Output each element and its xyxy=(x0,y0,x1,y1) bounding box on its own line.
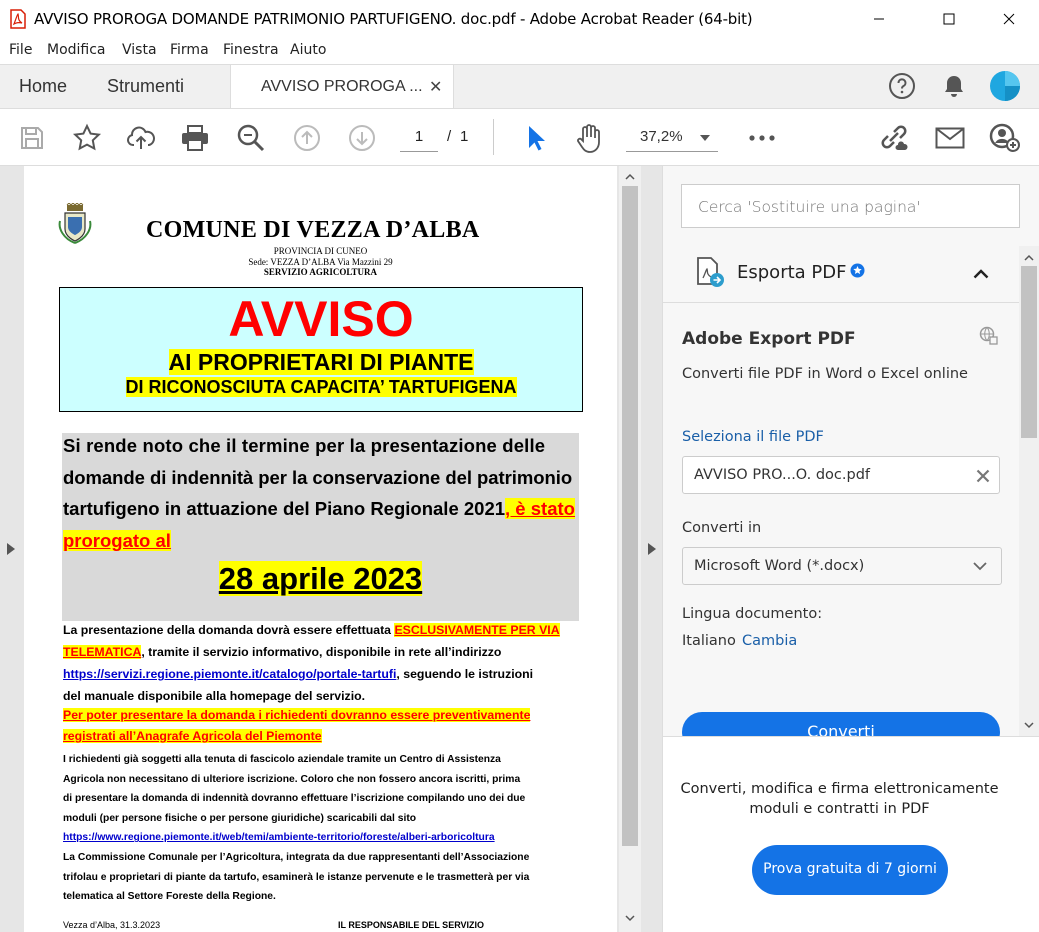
export-pdf-header[interactable] xyxy=(663,246,1019,302)
panel-scroll-up-icon[interactable] xyxy=(1024,254,1034,261)
page-number-input[interactable]: 1 xyxy=(400,124,438,152)
paragraph-1: La presentazione della domanda dovrà essere effettuata ESCLUSIVAMENTE PER VIA TELEMATICA, tramite il servizio informativo, disponibile in rete all’indirizzo https://servizi.regione.piemonte.it/catalogo/portale-tartufi, seguendo le istruzioni del manuale disponibile alla homepage del servizio. xyxy=(63,623,560,703)
cloud-upload-icon[interactable] xyxy=(124,121,158,155)
notice-line-2: domande di indennità per la conservazione del patrimonio xyxy=(63,467,573,488)
address-line: Sede: VEZZA D’ALBA Via Mazzini 29 xyxy=(248,257,393,267)
pdf-page xyxy=(24,166,617,932)
notice-block xyxy=(62,433,579,621)
tool-search-input[interactable]: Cerca 'Sostituire una pagina' xyxy=(681,184,1020,228)
panel-scroll-down-icon[interactable] xyxy=(1024,722,1034,729)
collapse-chevron-up-icon[interactable] xyxy=(973,266,989,284)
municipality-title: COMUNE DI VEZZA D’ALBA xyxy=(146,217,480,243)
notifications-bell-icon[interactable] xyxy=(941,73,967,104)
zoom-select[interactable] xyxy=(626,124,718,152)
deadline-date: 28 aprile 2023 xyxy=(218,561,423,596)
avviso-subtitle-2: DI RICONOSCIUTA CAPACITA’ TARTUFIGENA xyxy=(125,377,517,397)
help-icon[interactable] xyxy=(888,72,916,105)
convert-to-label: Converti in xyxy=(682,520,762,536)
window-title: AVVISO PROROGA DOMANDE PATRIMONIO PARTUFIGENO. doc.pdf - Adobe Acrobat Reader (64-bit) xyxy=(34,10,753,28)
paragraph-2: Per poter presentare la domanda i richiedenti dovranno essere preventivamente registrati all’Anagrafe Agricola del Piemonte xyxy=(63,708,531,743)
tab-home[interactable]: Home xyxy=(19,76,68,96)
avviso-heading: AVVISO xyxy=(228,291,414,347)
menu-firma[interactable]: Firma xyxy=(170,42,209,58)
tools-pane xyxy=(662,166,1039,932)
tab-document-label: AVVISO PROROGA ... xyxy=(261,78,423,95)
email-icon[interactable] xyxy=(933,121,967,155)
change-language-link[interactable]: Cambia xyxy=(742,633,798,649)
language-label: Lingua documento: xyxy=(682,606,823,622)
close-window-button[interactable] xyxy=(986,0,1032,38)
promo-line-1: Converti, modifica e firma elettronicamente xyxy=(680,781,999,797)
avviso-subtitle-1: AI PROPRIETARI DI PIANTE xyxy=(168,349,474,375)
service-line: SERVIZIO AGRICOLTURA xyxy=(263,267,378,277)
zoom-value: 37,2% xyxy=(640,128,683,145)
previous-page-icon[interactable] xyxy=(290,121,324,155)
avviso-box xyxy=(59,287,583,412)
zoom-search-icon[interactable] xyxy=(234,121,268,155)
scrollbar-thumb[interactable] xyxy=(622,186,638,846)
print-icon[interactable] xyxy=(178,121,212,155)
export-service-title: Adobe Export PDF xyxy=(682,329,856,349)
municipal-crest-logo xyxy=(58,203,92,247)
chevron-down-icon xyxy=(700,134,710,142)
save-icon[interactable] xyxy=(15,121,49,155)
maximize-button[interactable] xyxy=(926,0,972,38)
menu-bar xyxy=(0,38,1039,64)
title-bar xyxy=(0,0,1039,38)
add-user-icon[interactable] xyxy=(988,121,1022,155)
web-service-icon[interactable] xyxy=(979,326,999,351)
menu-finestra[interactable]: Finestra xyxy=(223,42,279,58)
menu-file[interactable]: File xyxy=(9,42,33,58)
right-panel-toggle-icon[interactable] xyxy=(648,542,656,560)
toolbar-divider xyxy=(493,119,494,155)
menu-vista[interactable]: Vista xyxy=(122,42,157,58)
convert-button[interactable]: Converti xyxy=(682,712,1000,736)
page-total: 1 xyxy=(460,128,469,145)
next-page-icon[interactable] xyxy=(345,121,379,155)
signature-place-date: Vezza d’Alba, 31.3.2023 xyxy=(63,920,161,930)
panel-divider xyxy=(663,302,1019,303)
language-value: Italiano xyxy=(682,633,736,649)
close-tab-icon[interactable]: ✕ xyxy=(429,79,443,96)
menu-modifica[interactable]: Modifica xyxy=(47,42,106,58)
select-file-label[interactable]: Seleziona il file PDF xyxy=(682,429,824,445)
bookmark-star-icon[interactable] xyxy=(70,121,104,155)
scroll-down-icon[interactable] xyxy=(625,915,635,922)
left-panel-toggle-icon[interactable] xyxy=(7,542,15,560)
more-tools-icon[interactable] xyxy=(745,121,779,155)
format-value: Microsoft Word (*.docx) xyxy=(694,558,865,574)
regione-link[interactable]: https://www.regione.piemonte.it/web/temi/ambiente-territorio/foreste/alberi-arboricoltura xyxy=(63,832,495,844)
paragraph-3: I richiedenti già soggetti alla tenuta di fascicolo aziendale tramite un Centro di Assistenza Agricola non necessitano di ulteriore iscrizione. Coloro che non fossero ancora iscritti, prima di presentare la domanda di indennità dovranno effettuare l’iscrizione compilando uno dei due moduli (per persone fisiche o per persone giuridiche) scaricabili dal sito https://www.regione.piemonte.it/web/temi/ambiente-territorio/foreste/alberi-arboricoltura La Commissione Comunale per l’Agricoltura, integrata da due rappresentanti dell’Associazione trifolau e proprietari di piante da tartufo, esaminerà le istanze pervenute e le trasmetterà per via telematica al Settore Foreste della Regione. xyxy=(63,750,579,907)
menu-aiuto[interactable]: Aiuto xyxy=(290,42,327,58)
promo-line-2: moduli e contratti in PDF xyxy=(749,801,930,817)
minimize-button[interactable] xyxy=(856,0,902,38)
notice-line-4: prorogato al xyxy=(63,530,171,551)
convert-button-clip xyxy=(663,706,1019,736)
panel-scrollbar-thumb[interactable] xyxy=(1021,266,1037,438)
portal-link[interactable]: https://servizi.regione.piemonte.it/catalogo/portale-tartufi xyxy=(63,667,397,681)
account-avatar[interactable] xyxy=(989,70,1021,107)
format-dropdown[interactable] xyxy=(682,547,1002,585)
page-separator: / xyxy=(447,128,452,145)
promo-section xyxy=(663,736,1039,932)
hand-tool-icon[interactable] xyxy=(572,121,606,155)
notice-line-3: tartufigeno in attuazione del Piano Regionale 2021, è stato xyxy=(63,498,575,519)
pdf-app-icon xyxy=(10,9,26,34)
selected-file-name: AVVISO PRO...O. doc.pdf xyxy=(694,467,871,483)
document-scrollbar[interactable] xyxy=(619,166,641,932)
remove-file-icon[interactable] xyxy=(976,469,990,483)
toolbar xyxy=(0,108,1039,166)
premium-star-badge-icon xyxy=(850,263,865,283)
chevron-down-icon xyxy=(973,562,987,571)
province-line: PROVINCIA DI CUNEO xyxy=(273,246,368,256)
select-cursor-icon[interactable] xyxy=(518,121,552,155)
tab-document[interactable] xyxy=(230,65,454,109)
document-viewer xyxy=(0,166,662,932)
signature-role: IL RESPONSABILE DEL SERVIZIO xyxy=(338,920,485,930)
selected-file-field[interactable] xyxy=(682,456,1000,494)
notice-line-1: Si rende noto che il termine per la presentazione delle xyxy=(63,435,546,456)
free-trial-button[interactable]: Prova gratuita di 7 giorni xyxy=(752,845,948,895)
panel-scrollbar[interactable] xyxy=(1019,246,1039,736)
scroll-up-icon[interactable] xyxy=(625,173,635,180)
share-link-icon[interactable] xyxy=(877,121,911,155)
tab-tools[interactable]: Strumenti xyxy=(107,76,185,96)
export-pdf-title: Esporta PDF xyxy=(737,262,847,283)
export-service-description: Converti file PDF in Word o Excel online xyxy=(682,366,968,382)
export-pdf-icon xyxy=(695,256,725,293)
tab-bar xyxy=(0,64,1039,108)
